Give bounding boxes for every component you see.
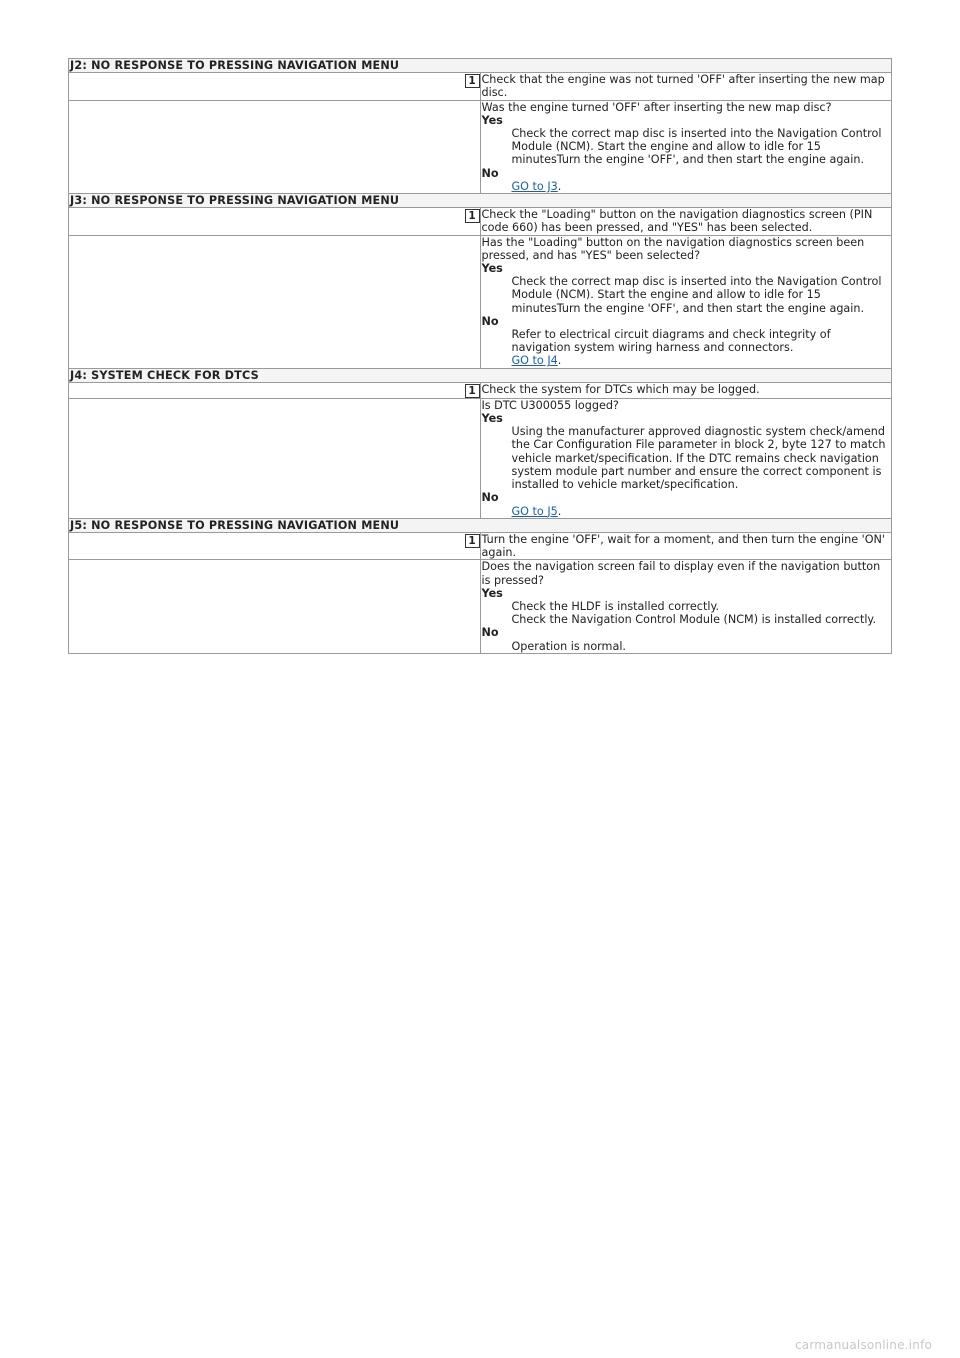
step-row — [69, 208, 892, 235]
watermark-footer: carmanualsonline.info — [795, 1338, 932, 1352]
yes-label: Yes — [481, 113, 503, 127]
result-cell — [480, 235, 892, 368]
blank-cell — [69, 100, 481, 193]
yes-action: Check the correct map disc is inserted into the Navigation Control Module (NCM). Start the engine and allow to idle for 15 minutesTurn the engine 'OFF', and then start the engine again. — [511, 275, 882, 315]
result-row — [69, 398, 892, 518]
section-title-j3: J3: NO RESPONSE TO PRESSING NAVIGATION MENU — [69, 194, 892, 208]
result-row — [69, 235, 892, 368]
step-number-badge: 1 — [465, 384, 480, 398]
step-number-badge: 1 — [465, 209, 480, 223]
question-text: Is DTC U300055 logged? — [481, 398, 619, 412]
yes-label: Yes — [481, 262, 503, 276]
step-number-badge: 1 — [465, 534, 480, 548]
section-header-row — [69, 368, 892, 382]
step-instruction: Check that the engine was not turned 'OFF' after inserting the new map disc. — [480, 73, 892, 100]
yes-label: Yes — [481, 412, 503, 426]
blank-cell — [69, 235, 481, 368]
section-title-j2: J2: NO RESPONSE TO PRESSING NAVIGATION MENU — [69, 59, 892, 73]
section-header-row — [69, 518, 892, 532]
step-instruction: Turn the engine 'OFF', wait for a moment, and then turn the engine 'ON' again. — [480, 532, 892, 559]
step-number-cell — [69, 382, 481, 398]
result-cell — [480, 398, 892, 518]
goto-j5-link[interactable]: GO to J5 — [511, 504, 558, 518]
yes-action: Using the manufacturer approved diagnostic system check/amend the Car Configuration File parameter in block 2, byte 127 to match vehicle market/specification. If the DTC remains check navigation system module part number and ensure the correct component is installed to vehicle market/specification. — [511, 425, 886, 492]
blank-cell — [69, 398, 481, 518]
yes-action-2: Check the Navigation Control Module (NCM) is installed correctly. — [511, 613, 877, 627]
no-action: GO to J5. — [511, 504, 562, 518]
question-text: Does the navigation screen fail to display even if the navigation button is pressed? — [481, 560, 881, 587]
no-action: GO to J3. — [511, 179, 562, 193]
section-title-j4: J4: SYSTEM CHECK FOR DTCS — [69, 368, 892, 382]
no-label: No — [481, 166, 499, 180]
step-row — [69, 532, 892, 559]
diagnostic-procedure-table — [68, 58, 892, 654]
step-row — [69, 382, 892, 398]
no-action: Refer to electrical circuit diagrams and check integrity of navigation system wiring harness and connectors. — [511, 328, 831, 355]
no-action: Operation is normal. — [511, 639, 626, 653]
yes-label: Yes — [481, 586, 503, 600]
result-row — [69, 560, 892, 653]
step-instruction: Check the system for DTCs which may be logged. — [480, 382, 892, 398]
goto-j3-link[interactable]: GO to J3 — [511, 179, 558, 193]
no-label: No — [481, 314, 499, 328]
document-body — [68, 58, 892, 654]
step-number-badge: 1 — [465, 74, 480, 88]
yes-action: Check the correct map disc is inserted into the Navigation Control Module (NCM). Start the engine and allow to idle for 15 minutesTurn the engine 'OFF', and then start the engine again. — [511, 127, 882, 167]
result-cell — [480, 100, 892, 193]
step-instruction: Check the "Loading" button on the navigation diagnostics screen (PIN code 660) has been pressed, and "YES" has been selected. — [480, 208, 892, 235]
section-header-row — [69, 194, 892, 208]
question-text: Has the "Loading" button on the navigation diagnostics screen been pressed, and has "YES" been selected? — [481, 235, 865, 262]
goto-j4-link[interactable]: GO to J4 — [511, 354, 558, 368]
step-number-cell — [69, 208, 481, 235]
result-row — [69, 100, 892, 193]
question-text: Was the engine turned 'OFF' after inserting the new map disc? — [481, 100, 832, 114]
section-header-row — [69, 59, 892, 73]
section-title-j5: J5: NO RESPONSE TO PRESSING NAVIGATION MENU — [69, 518, 892, 532]
step-row — [69, 73, 892, 100]
result-cell — [480, 560, 892, 653]
step-number-cell — [69, 532, 481, 559]
step-number-cell — [69, 73, 481, 100]
no-label: No — [481, 491, 499, 505]
no-goto: GO to J4. — [511, 354, 562, 368]
blank-cell — [69, 560, 481, 653]
no-label: No — [481, 626, 499, 640]
yes-action-1: Check the HLDF is installed correctly. — [511, 599, 720, 613]
